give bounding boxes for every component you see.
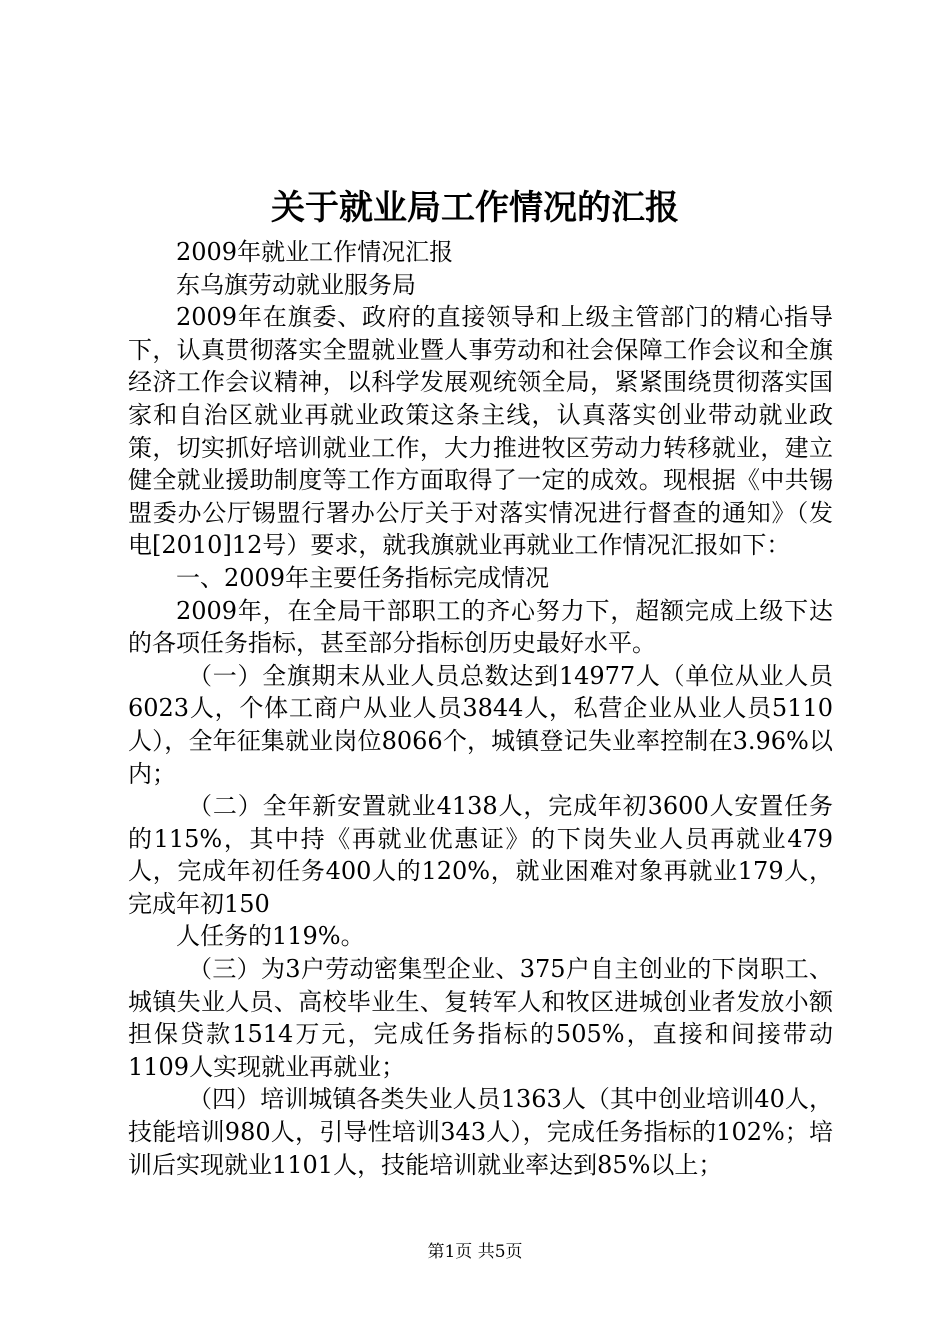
paragraph-item-three: （三）为3户劳动密集型企业、375户自主创业的下岗职工、城镇失业人员、高校毕业生、复转军人和牧区进城创业者发放小额担保贷款1514万元，完成任务指标的505%，直接和间接带动1109人实现就业再就业；	[128, 955, 833, 1081]
section-heading-one: 一、2009年主要任务指标完成情况	[176, 563, 550, 592]
paragraph-issuing-office: 东乌旗劳动就业服务局	[176, 270, 416, 299]
paragraph-report-subtitle: 2009年就业工作情况汇报	[176, 238, 454, 266]
paragraph-item-two: （二）全年新安置就业4138人，完成年初3600人安置任务的115%，其中持《再就业优惠证》的下岗失业人员再就业479人，完成年初任务400人的120%，就业困难对象再就业179人，完成年初150	[128, 792, 833, 918]
paragraph-overview: 2009年，在全局干部职工的齐心努力下，超额完成上级下达的各项任务指标，甚至部分指标创历史最好水平。	[128, 596, 833, 658]
paragraph-item-one: （一）全旗期末从业人员总数达到14977人（单位从业人员6023人，个体工商户从业人员3844人，私营企业从业人员5110人），全年征集就业岗位8066个，城镇登记失业率控制在3.96%以内；	[128, 661, 833, 788]
document-body	[128, 236, 833, 1181]
document-title: 关于就业局工作情况的汇报	[271, 188, 679, 228]
page-footer: 第1页 共5页	[427, 1242, 523, 1262]
paragraph-item-two-continued: 人任务的119%。	[176, 922, 365, 951]
paragraph-introduction: 2009年在旗委、政府的直接领导和上级主管部门的精心指导下，认真贯彻落实全盟就业暨人事劳动和社会保障工作会议和全旗经济工作会议精神，以科学发展观统领全局，紧紧围绕贯彻落实国家和自治区就业再就业政策这条主线，认真落实创业带动就业政策，切实抓好培训就业工作，大力推进牧区劳动力转移就业，建立健全就业援助制度等工作方面取得了一定的成效。现根据《中共锡盟委办公厅锡盟行署办公厅关于对落实情况进行督查的通知》（发电[2010]12号）要求，就我旗就业再就业工作情况汇报如下：	[128, 303, 833, 560]
paragraph-item-four: （四）培训城镇各类失业人员1363人（其中创业培训40人，技能培训980人，引导性培训343人），完成任务指标的102%；培训后实现就业1101人，技能培训就业率达到85%以上；	[128, 1085, 833, 1179]
